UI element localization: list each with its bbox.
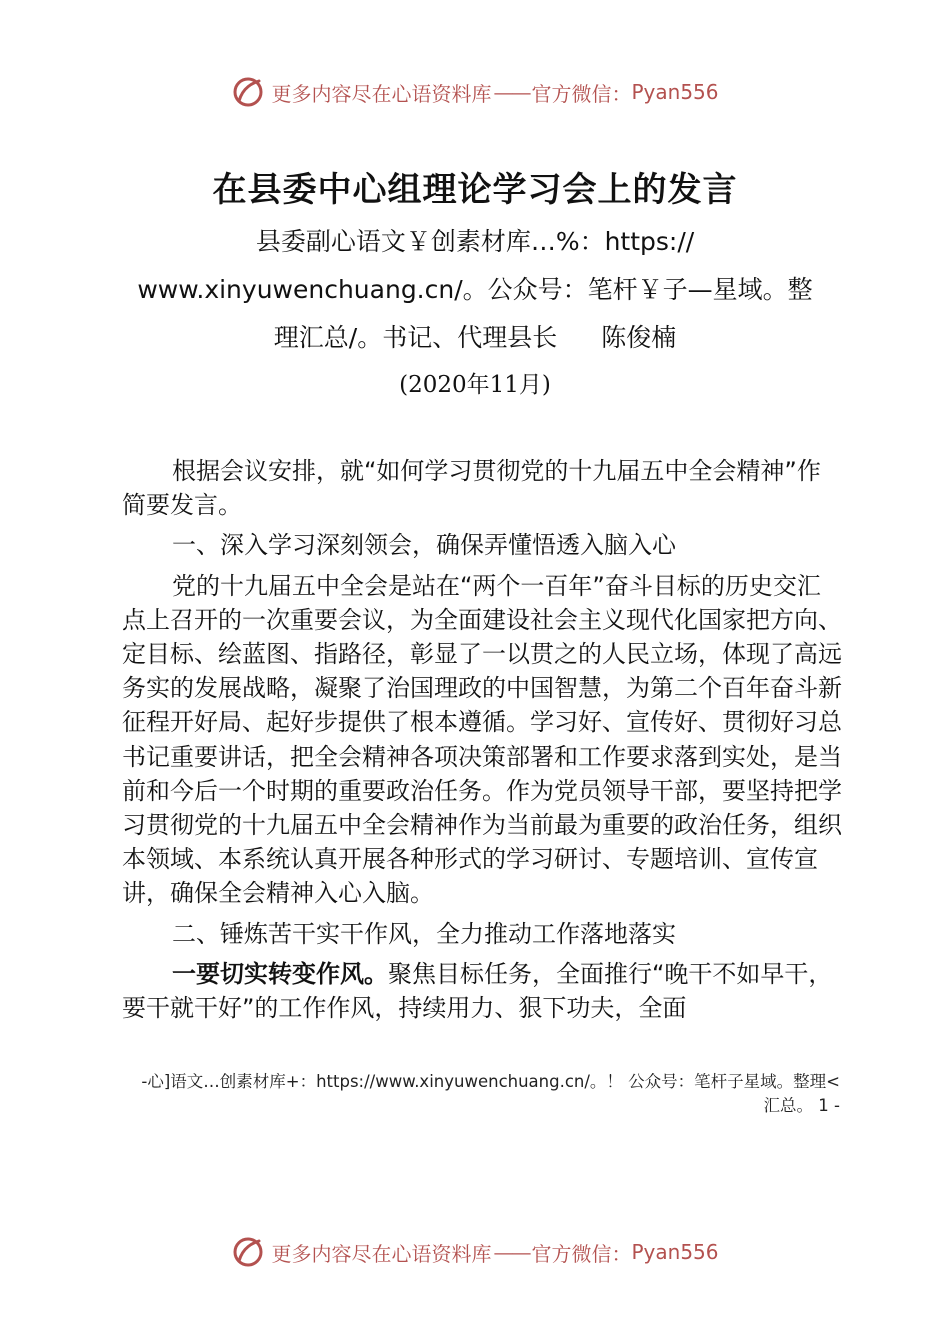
banner-text: 更多内容尽在心语资料库 — [271, 1241, 492, 1266]
speaker-name: 陈俊楠 — [601, 323, 677, 352]
section-heading-2: 二、锤炼苦干实干作风，全力推动工作落地落实 — [172, 919, 676, 948]
subtitle-line-3 — [0, 318, 950, 354]
banner-text: 更多内容尽在心语资料库 — [271, 81, 492, 106]
document-date: (2020年11月) — [399, 372, 551, 398]
page-footer — [112, 1070, 840, 1118]
document-title: 在县委中心组理论学习会上的发言 — [212, 170, 738, 210]
brand-logo-icon — [231, 75, 265, 109]
paragraph-section-2 — [122, 957, 842, 1025]
subtitle-line-2: www.xinyuwenchuang.cn/。公众号：笔杆￥子—星域。整 — [137, 275, 813, 304]
banner-account: Pyan556 — [631, 80, 719, 104]
footer-banner — [0, 1230, 950, 1274]
subtitle-position: 理汇总/。书记、代理县长 — [273, 323, 558, 352]
paragraph-section-1: 党的十九届五中全会是站在“两个一百年”奋斗目标的历史交汇点上召开的一次重要会议，为全面建设社会主义现代化国家把方向、定目标、绘蓝图、指路径，彰显了一以贯之的人民立场，体现了高远务实的发展战略，凝聚了治国理政的中国智慧，为第二个百年奋斗新征程开好局、起好步提供了根本遵循。学习好、宣传好、贯彻好习总书记重要讲话，把全会精神各项决策部署和工作要求落到实处，是当前和今后一个时期的重要政治任务。作为党员领导干部，要坚持把学习贯彻党的十九届五中全会精神作为当前最为重要的政治任务，组织本领域、本系统认真开展各种形式的学习研讨、专题培训、宣传宣讲，确保全会精神入心入脑。 — [122, 571, 842, 908]
subtitle-line-1: 县委副心语文￥创素材库…%：https:// — [255, 227, 695, 256]
paragraph-lead-bold: 一要切实转变作风。 — [172, 959, 388, 988]
banner-wechat-label: 官方微信： — [531, 81, 632, 106]
brand-logo-icon — [231, 1235, 265, 1269]
banner-dash: —— — [493, 1240, 530, 1264]
banner-dash: —— — [493, 80, 530, 104]
footer-line-2: 汇总。 1 - — [763, 1096, 840, 1115]
document-body — [122, 454, 842, 1025]
banner-wechat-label: 官方微信： — [531, 1241, 632, 1266]
paragraph-intro: 根据会议安排，就“如何学习贯彻党的十九届五中全会精神”作简要发言。 — [122, 457, 821, 520]
paragraph-rest: 聚焦目标任务，全面推行“晚干不如早干，要干就干好”的工作作风，持续用力、狠下功夫，全面 — [122, 959, 833, 1023]
banner-account: Pyan556 — [631, 1240, 719, 1264]
header-banner — [0, 70, 950, 114]
footer-line-1: -心]语文…创素材库+：https://www.xinyuwenchuang.cn/。！ 公众号：笔杆子星域。整理< — [141, 1072, 840, 1091]
section-heading-1: 一、深入学习深刻领会，确保弄懂悟透入脑入心 — [172, 531, 676, 560]
